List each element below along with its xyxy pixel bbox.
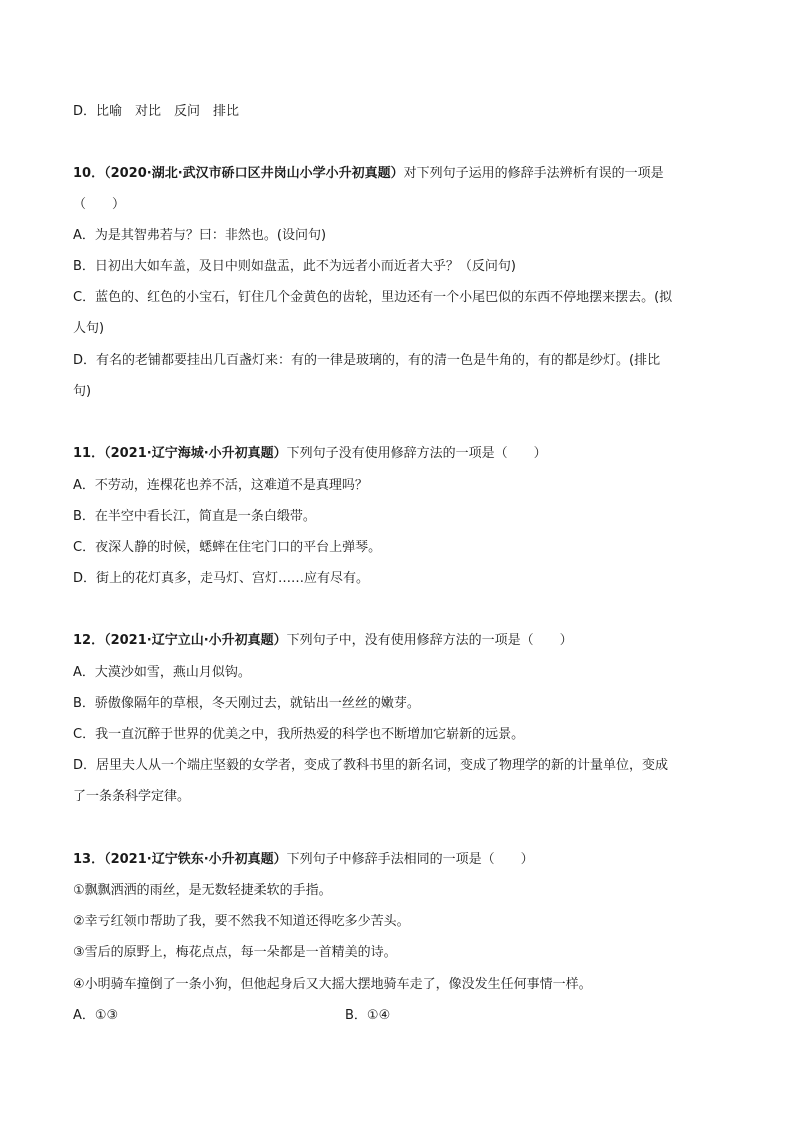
q13-stem: 下列句子中修辞手法相同的一项是（ ）: [286, 852, 534, 867]
q11-option-c: C．夜深人静的时候，蟋蟀在住宅门口的平台上弹琴。: [73, 540, 382, 555]
q13-number: 13．: [73, 852, 105, 867]
q10-source: （2020·湖北·武汉市硚口区井岗山小学小升初真题）: [104, 166, 404, 181]
q12-option-d-line1: D．居里夫人从一个端庄坚毅的女学者，变成了教科书里的新名词，变成了物理学的新的计量单位，变成: [73, 758, 669, 773]
q10-option-b: B．日初出大如车盖，及日中则如盘盂，此不为远者小而近者大乎？（反问句): [73, 259, 516, 274]
q10-option-d-line2: 句): [73, 384, 92, 399]
q13-sentence-1: ①飘飘洒洒的雨丝，是无数轻捷柔软的手指。: [73, 883, 332, 898]
q13-title: [73, 850, 534, 870]
q12-option-c: C．我一直沉醉于世界的优美之中，我所热爱的科学也不断增加它崭新的远景。: [73, 727, 525, 742]
q11-number: 11．: [73, 446, 105, 461]
q13-source: （2021·辽宁铁东·小升初真题）: [104, 852, 287, 867]
q12-number: 12．: [73, 633, 105, 648]
q13-option-b: B．①④: [345, 1008, 391, 1023]
q12-stem: 下列句子中，没有使用修辞方法的一项是（ ）: [286, 633, 573, 648]
q13-sentence-4: ④小明骑车撞倒了一条小狗，但他起身后又大摇大摆地骑车走了，像没发生任何事情一样。: [73, 977, 592, 992]
q13-sentence-2: ②幸亏红领巾帮助了我，要不然我不知道还得吃多少苦头。: [73, 914, 410, 929]
q11-option-a: A．不劳动，连棵花也养不活，这难道不是真理吗？: [73, 478, 368, 493]
q10-option-d-line1: D．有名的老铺都要挂出几百盏灯来：有的一律是玻璃的，有的清一色是牛角的，有的都是纱灯。(排比: [73, 353, 661, 368]
q11-stem: 下列句子没有使用修辞方法的一项是（ ）: [286, 446, 547, 461]
q12-source: （2021·辽宁立山·小升初真题）: [104, 633, 287, 648]
q12-option-a: A．大漠沙如雪，燕山月似钩。: [73, 665, 251, 680]
q10-answer-paren: （ ）: [73, 197, 126, 212]
q9-option-d: D．比喻 对比 反问 排比: [73, 104, 240, 119]
q12-title: [73, 631, 573, 651]
q13-sentence-3: ③雪后的原野上，梅花点点，每一朵都是一首精美的诗。: [73, 945, 397, 960]
q12-option-d-line2: 了一条条科学定律。: [73, 789, 191, 804]
q10-title: [73, 164, 664, 184]
q11-option-b: B．在半空中看长江，简直是一条白缎带。: [73, 509, 316, 524]
q10-stem: 对下列句子运用的修辞手法辨析有误的一项是: [403, 166, 664, 181]
q11-source: （2021·辽宁海城·小升初真题）: [104, 446, 287, 461]
q10-number: 10．: [73, 166, 105, 181]
q10-option-a: A．为是其智弗若与？曰：非然也。(设问句): [73, 228, 327, 243]
q10-option-c-line2: 人句): [73, 321, 105, 336]
q11-title: [73, 444, 547, 464]
q10-option-c-line1: C．蓝色的、红色的小宝石，钉住几个金黄色的齿轮，里边还有一个小尾巴似的东西不停地摆来摆去。(拟: [73, 290, 673, 305]
q11-option-d: D．街上的花灯真多，走马灯、宫灯……应有尽有。: [73, 571, 370, 586]
q12-option-b: B．骄傲像隔年的草根，冬天刚过去，就钻出一丝丝的嫩芽。: [73, 696, 420, 711]
q13-option-a: A．①③: [73, 1008, 119, 1023]
